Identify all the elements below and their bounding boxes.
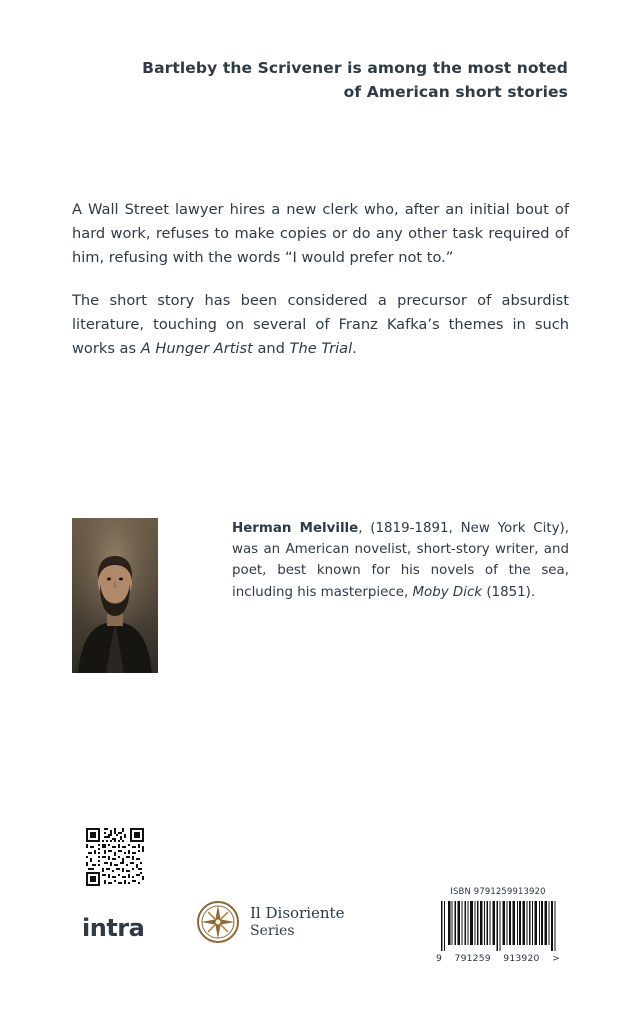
barcode <box>435 899 561 951</box>
qr-code[interactable] <box>86 828 144 886</box>
author-bio-work: Moby Dick <box>412 584 483 600</box>
isbn-group-2: 913920 <box>503 953 540 964</box>
publisher-logo: intra <box>82 914 145 942</box>
isbn-block <box>435 886 561 964</box>
isbn-label: ISBN 9791259913920 <box>450 886 546 896</box>
compass-rose-icon <box>196 900 240 944</box>
author-block <box>72 518 569 673</box>
headline-line-2: of American short stories <box>343 83 568 102</box>
series-label <box>250 904 344 940</box>
headline <box>72 56 568 104</box>
author-portrait <box>72 518 158 673</box>
isbn-digits <box>435 953 561 964</box>
description-paragraph-1: A Wall Street lawyer hires a new clerk who, after an initial bout of hard work, refuses to make copies or do any other task required of him, refusing with the words “I would prefer not to.” <box>72 201 569 266</box>
author-bio-tail: (1851). <box>482 584 536 600</box>
description-paragraph-2 <box>72 289 569 360</box>
author-bio-text: , (1819-1891, New York City), was an American novelist, short-story writer, and poet, best known for his novels of the sea, including his masterpiece, <box>232 521 569 600</box>
author-bio <box>232 518 569 603</box>
description-block <box>72 198 569 361</box>
headline-line-1: Bartleby the Scrivener is among the most noted <box>142 59 568 77</box>
isbn-left-digit: 9 <box>436 953 443 964</box>
isbn-group-1: 791259 <box>454 953 491 964</box>
series-word: Series <box>250 922 295 939</box>
series-logo <box>196 900 344 944</box>
author-name: Herman Melville <box>232 521 359 536</box>
isbn-right-symbol: > <box>552 953 560 964</box>
description-paragraph-2-text: The short story has been considered a precursor of absurdist literature, touching on several of Franz Kafka’s themes in such works as A Hunger Artist and The Trial. <box>72 292 569 357</box>
series-name: Il Disoriente <box>250 903 345 922</box>
